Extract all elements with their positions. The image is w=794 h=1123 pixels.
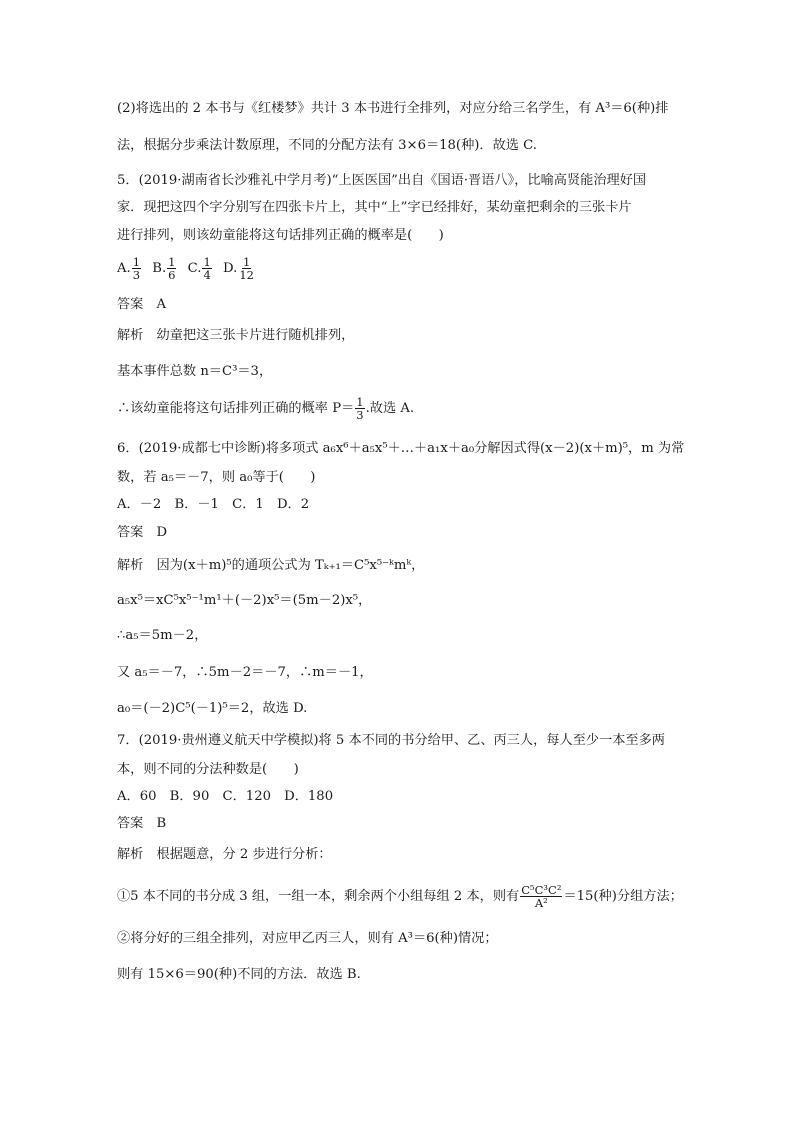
question-6-line: 数，若 a₅＝－7，则 a₀等于( ) <box>117 470 316 485</box>
question-5-line: 进行排列，则该幼童能将这句话排列正确的概率是( ) <box>117 228 444 243</box>
answer-7: 答案 B <box>117 816 167 831</box>
question-7-line: 本，则不同的分法种数是( ) <box>117 762 299 777</box>
option-b: B. $\frac{1}{6}$ <box>152 255 176 282</box>
solution-line: 基本事件总数 n＝C³＝3， <box>117 364 273 379</box>
question-5-line: 家．现把这四个字分别写在四张卡片上，其中“上”字已经排好，某幼童把剩余的三张卡片 <box>117 200 632 215</box>
text-line: (2)将选出的 2 本书与《红楼梦》共计 3 本书进行全排列，对应分给三名学生，有 A³＝6(种)排 <box>117 101 669 116</box>
question-7-options: A．60 B．90 C．120 D．180 <box>117 789 334 804</box>
solution-line: ②将分好的三组全排列，对应甲乙丙三人，则有 A³＝6(种)情况； <box>117 931 498 946</box>
solution-line: 又 a₅＝－7，∴5m－2＝－7，∴m＝－1， <box>117 665 373 680</box>
probability-fraction: $\frac{1}{3}$ <box>356 395 364 422</box>
option-c: C. $\frac{1}{4}$ <box>187 255 211 282</box>
question-5-line: 5．(2019·湖南省长沙雅礼中学月考)“上医医国”出自《国语·晋语八》，比喻高贤能治理好国 <box>117 173 647 188</box>
question-5-options <box>117 256 262 281</box>
solution-line: 解析 因为(x＋m)⁵的通项公式为 Tₖ₊₁＝C⁵x⁵⁻ᵏmᵏ， <box>117 558 425 573</box>
question-7-line: 7．(2019·贵州遵义航天中学模拟)将 5 本不同的书分给甲、乙、丙三人，每人至少一本至多两 <box>117 733 665 748</box>
solution-line: ①5 本不同的书分成 3 组，一组一本，剩余两个小组每组 2 本，则有 $\frac{\text{C⁵C³C²}}{\text{A²}}$ ＝15(种)分组方法； <box>117 883 683 910</box>
question-6-line: 6．(2019·成都七中诊断)将多项式 a₆x⁶＋a₅x⁵＋…＋a₁x＋a₀分解因式得(x－2)(x＋m)⁵，m 为常 <box>117 441 685 456</box>
option-a: A. $\frac{1}{3}$ <box>117 255 141 282</box>
answer-5: 答案 A <box>117 297 167 312</box>
solution-line: 解析 幼童把这三张卡片进行随机排列， <box>117 328 355 343</box>
solution-line: a₀＝(－2)C⁵(－1)⁵＝2，故选 D. <box>117 701 308 716</box>
answer-6: 答案 D <box>117 525 168 540</box>
option-d: D. $\frac{1}{12}$ <box>223 255 254 282</box>
solution-line: 解析 根据题意，分 2 步进行分析： <box>117 847 332 862</box>
solution-line: a₅x⁵＝xC⁵x⁵⁻¹m¹＋(－2)x⁵＝(5m－2)x⁵， <box>117 593 372 608</box>
solution-line: ∴该幼童能将这句话排列正确的概率 P＝ $\frac{1}{3}$ .故选 A. <box>117 395 415 422</box>
grouping-fraction: $\frac{\text{C⁵C³C²}}{\text{A²}}$ <box>521 883 562 910</box>
question-6-options: A．－2 B．－1 C．1 D．2 <box>117 497 310 512</box>
solution-line: 则有 15×6＝90(种)不同的方法．故选 B. <box>117 967 361 982</box>
solution-line: ∴a₅＝5m－2， <box>117 628 208 643</box>
text-line: 法，根据分步乘法计数原理，不同的分配方法有 3×6＝18(种)．故选 C. <box>117 138 537 153</box>
